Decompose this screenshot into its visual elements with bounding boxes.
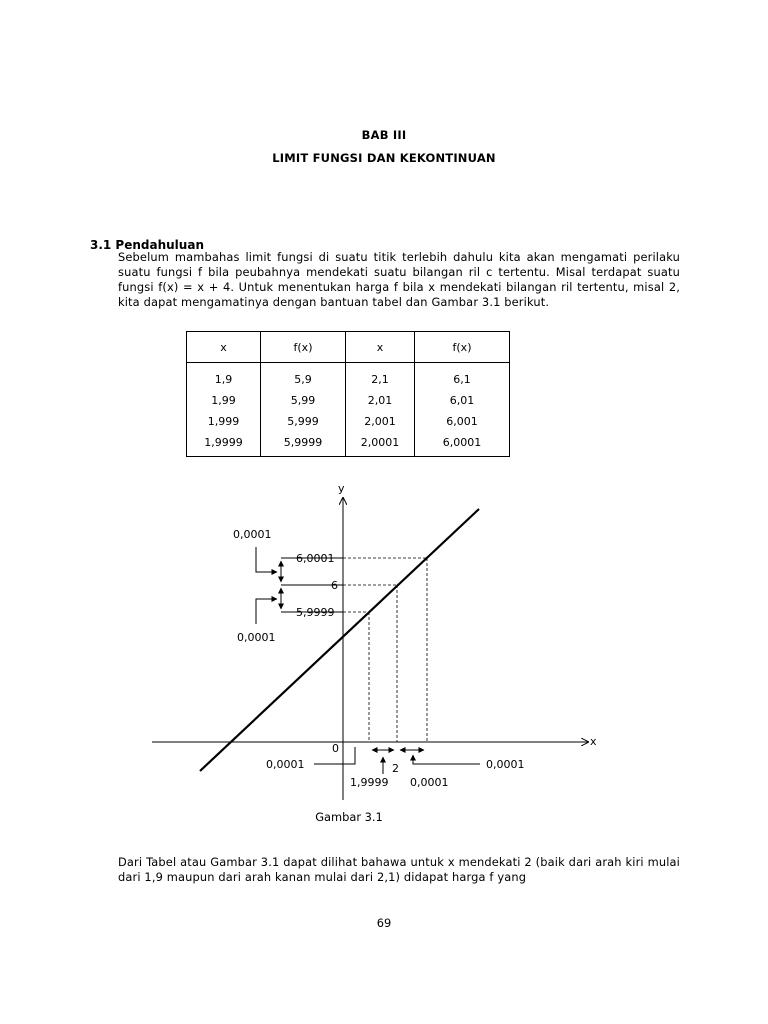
table-row <box>187 390 510 411</box>
table-cell: 2,1 <box>346 363 415 391</box>
table-row <box>187 411 510 432</box>
table-header-cell: x <box>187 332 261 363</box>
y-tick-top-label: 6,0001 <box>296 552 335 565</box>
table-cell: 1,999 <box>187 411 261 432</box>
table-cell: 1,9 <box>187 363 261 391</box>
chapter-title: LIMIT FUNGSI DAN KEKONTINUAN <box>272 151 496 165</box>
table-header-cell: f(x) <box>261 332 346 363</box>
table-cell: 5,9 <box>261 363 346 391</box>
table-row <box>187 432 510 457</box>
y-delta-bottom-leader <box>256 599 277 624</box>
figure-caption: Gambar 3.1 <box>315 810 383 824</box>
x-tick-left-label: 1,9999 <box>350 776 389 789</box>
table-cell: 5,99 <box>261 390 346 411</box>
table-cell: 6,01 <box>415 390 510 411</box>
intro-paragraph: Sebelum mambahas limit fungsi di suatu titik terlebih dahulu kita akan mengamati perilaku suatu fungsi f bila peubahnya mendekati suatu bilangan ril c tertentu. Misal terdapat suatu fungsi f(x) = x + 4. Untuk menentukan harga f bila x mendekati bilangan ril tertentu, misal 2, kita dapat mengamatinya dengan bantuan tabel dan Gambar 3.1 berikut. <box>118 250 680 309</box>
y-tick-mid-label: 6 <box>331 579 338 592</box>
limit-figure <box>0 470 768 810</box>
values-table <box>186 331 510 457</box>
guide-lines <box>343 558 427 742</box>
x-axis-label: x <box>590 735 597 748</box>
closing-paragraph: Dari Tabel atau Gambar 3.1 dapat dilihat bahawa untuk x mendekati 2 (baik dari arah kiri mulai dari 1,9 maupun dari arah kanan mulai dari 2,1) didapat harga f yang <box>118 855 680 884</box>
table-cell: 6,0001 <box>415 432 510 457</box>
y-delta-bottom-label: 0,0001 <box>237 631 276 644</box>
x-tick-right-label: 0,0001 <box>410 776 449 789</box>
x-delta-right-label: 0,0001 <box>486 758 525 771</box>
table-cell: 6,001 <box>415 411 510 432</box>
table-row <box>187 363 510 391</box>
y-tick-bottom-label: 5,9999 <box>296 606 335 619</box>
chapter-label: BAB III <box>361 128 407 142</box>
page-number: 69 <box>376 916 392 930</box>
y-axis-label: y <box>338 482 345 495</box>
y-delta-top-label: 0,0001 <box>233 528 272 541</box>
x-tick-mid-label: 2 <box>392 762 399 775</box>
table-cell: 2,01 <box>346 390 415 411</box>
table-cell: 5,9999 <box>261 432 346 457</box>
table-header-cell: x <box>346 332 415 363</box>
x-tick-right-leader <box>413 755 480 764</box>
table-cell: 2,001 <box>346 411 415 432</box>
table-header-cell: f(x) <box>415 332 510 363</box>
x-delta-left-label: 0,0001 <box>266 758 305 771</box>
table-cell: 1,99 <box>187 390 261 411</box>
table-cell: 6,1 <box>415 363 510 391</box>
table-cell: 1,9999 <box>187 432 261 457</box>
table-cell: 2,0001 <box>346 432 415 457</box>
section-heading: 3.1 Pendahuluan <box>90 238 204 252</box>
y-delta-top-leader <box>256 547 277 572</box>
table-cell: 5,999 <box>261 411 346 432</box>
table-header-row <box>187 332 510 363</box>
origin-label: 0 <box>332 742 339 755</box>
